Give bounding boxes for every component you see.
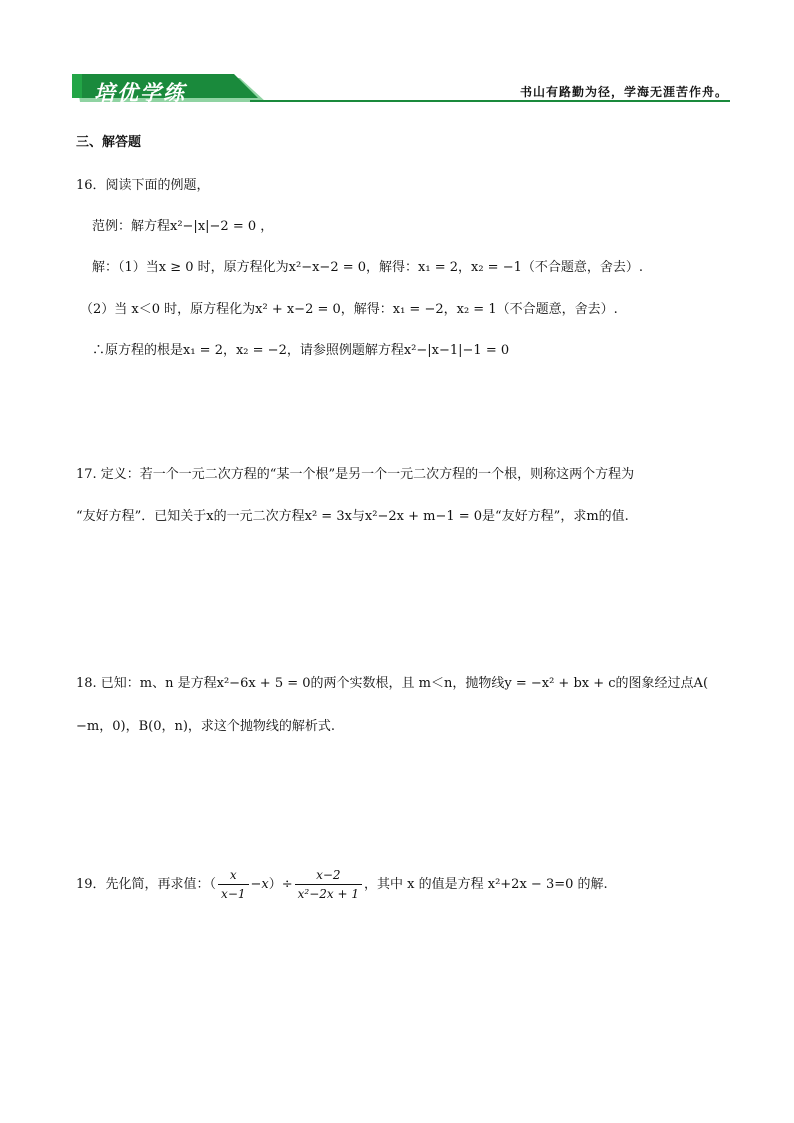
q16-step2: （2）当 x＜0 时，原方程化为x² + x−2 = 0，解得：x₁ = −2，x₂ = 1（不合题意，舍去）.: [80, 302, 618, 317]
header-title: 培优学练: [94, 81, 186, 105]
q19-mid: ）÷: [268, 877, 293, 892]
q19-frac2-denominator: x²−2x + 1: [297, 887, 360, 901]
q19-frac1-numerator: x: [218, 866, 248, 885]
q19-fraction-1: [218, 866, 248, 903]
header-rule-line: [250, 100, 730, 102]
q19-frac2-numerator: x−2: [295, 866, 362, 885]
q17-line2: “友好方程”．已知关于x的一元二次方程x² = 3x与x²−2x + m−1 = 0是“友好方程”，求m的值.: [76, 509, 629, 524]
q19-minus-x: −x: [250, 877, 269, 892]
banner-edge-shape: [72, 74, 82, 98]
section-title: 三、解答题: [76, 135, 142, 150]
q16-intro: 16．阅读下面的例题，: [76, 178, 210, 193]
q19-suffix: ，其中 x 的值是方程 x²+2x − 3=0 的解.: [364, 877, 608, 892]
page-header: [0, 70, 794, 110]
q17-line1: 17. 定义：若一个一元二次方程的“某一个根”是另一个一元二次方程的一个根，则称这两个方程为: [76, 467, 635, 482]
q16-conclusion: ∴原方程的根是x₁ = 2，x₂ = −2，请参照例题解方程x²−|x−1|−1 = 0: [92, 343, 510, 358]
q19-prefix: 19．先化简，再求值：（: [76, 877, 217, 892]
header-motto: 书山有路勤为径，学海无涯苦作舟。: [519, 85, 728, 99]
q19-frac1-denominator: x−1: [221, 887, 246, 901]
q18-line2: −m，0)，B(0，n)，求这个抛物线的解析式.: [76, 719, 336, 734]
q19-fraction-2: [295, 866, 362, 903]
q18-line1: 18. 已知：m、n 是方程x²−6x + 5 = 0的两个实数根，且 m＜n，抛物线y = −x² + bx + c的图象经过点A(: [76, 676, 709, 691]
q19-expression: [76, 866, 608, 903]
q16-step1: 解：（1）当x ≥ 0 时，原方程化为x²−x−2 = 0，解得：x₁ = 2，x₂ = −1（不合题意，舍去）.: [92, 260, 643, 275]
q16-example: 范例：解方程x²−|x|−2 = 0 ，: [92, 219, 274, 234]
